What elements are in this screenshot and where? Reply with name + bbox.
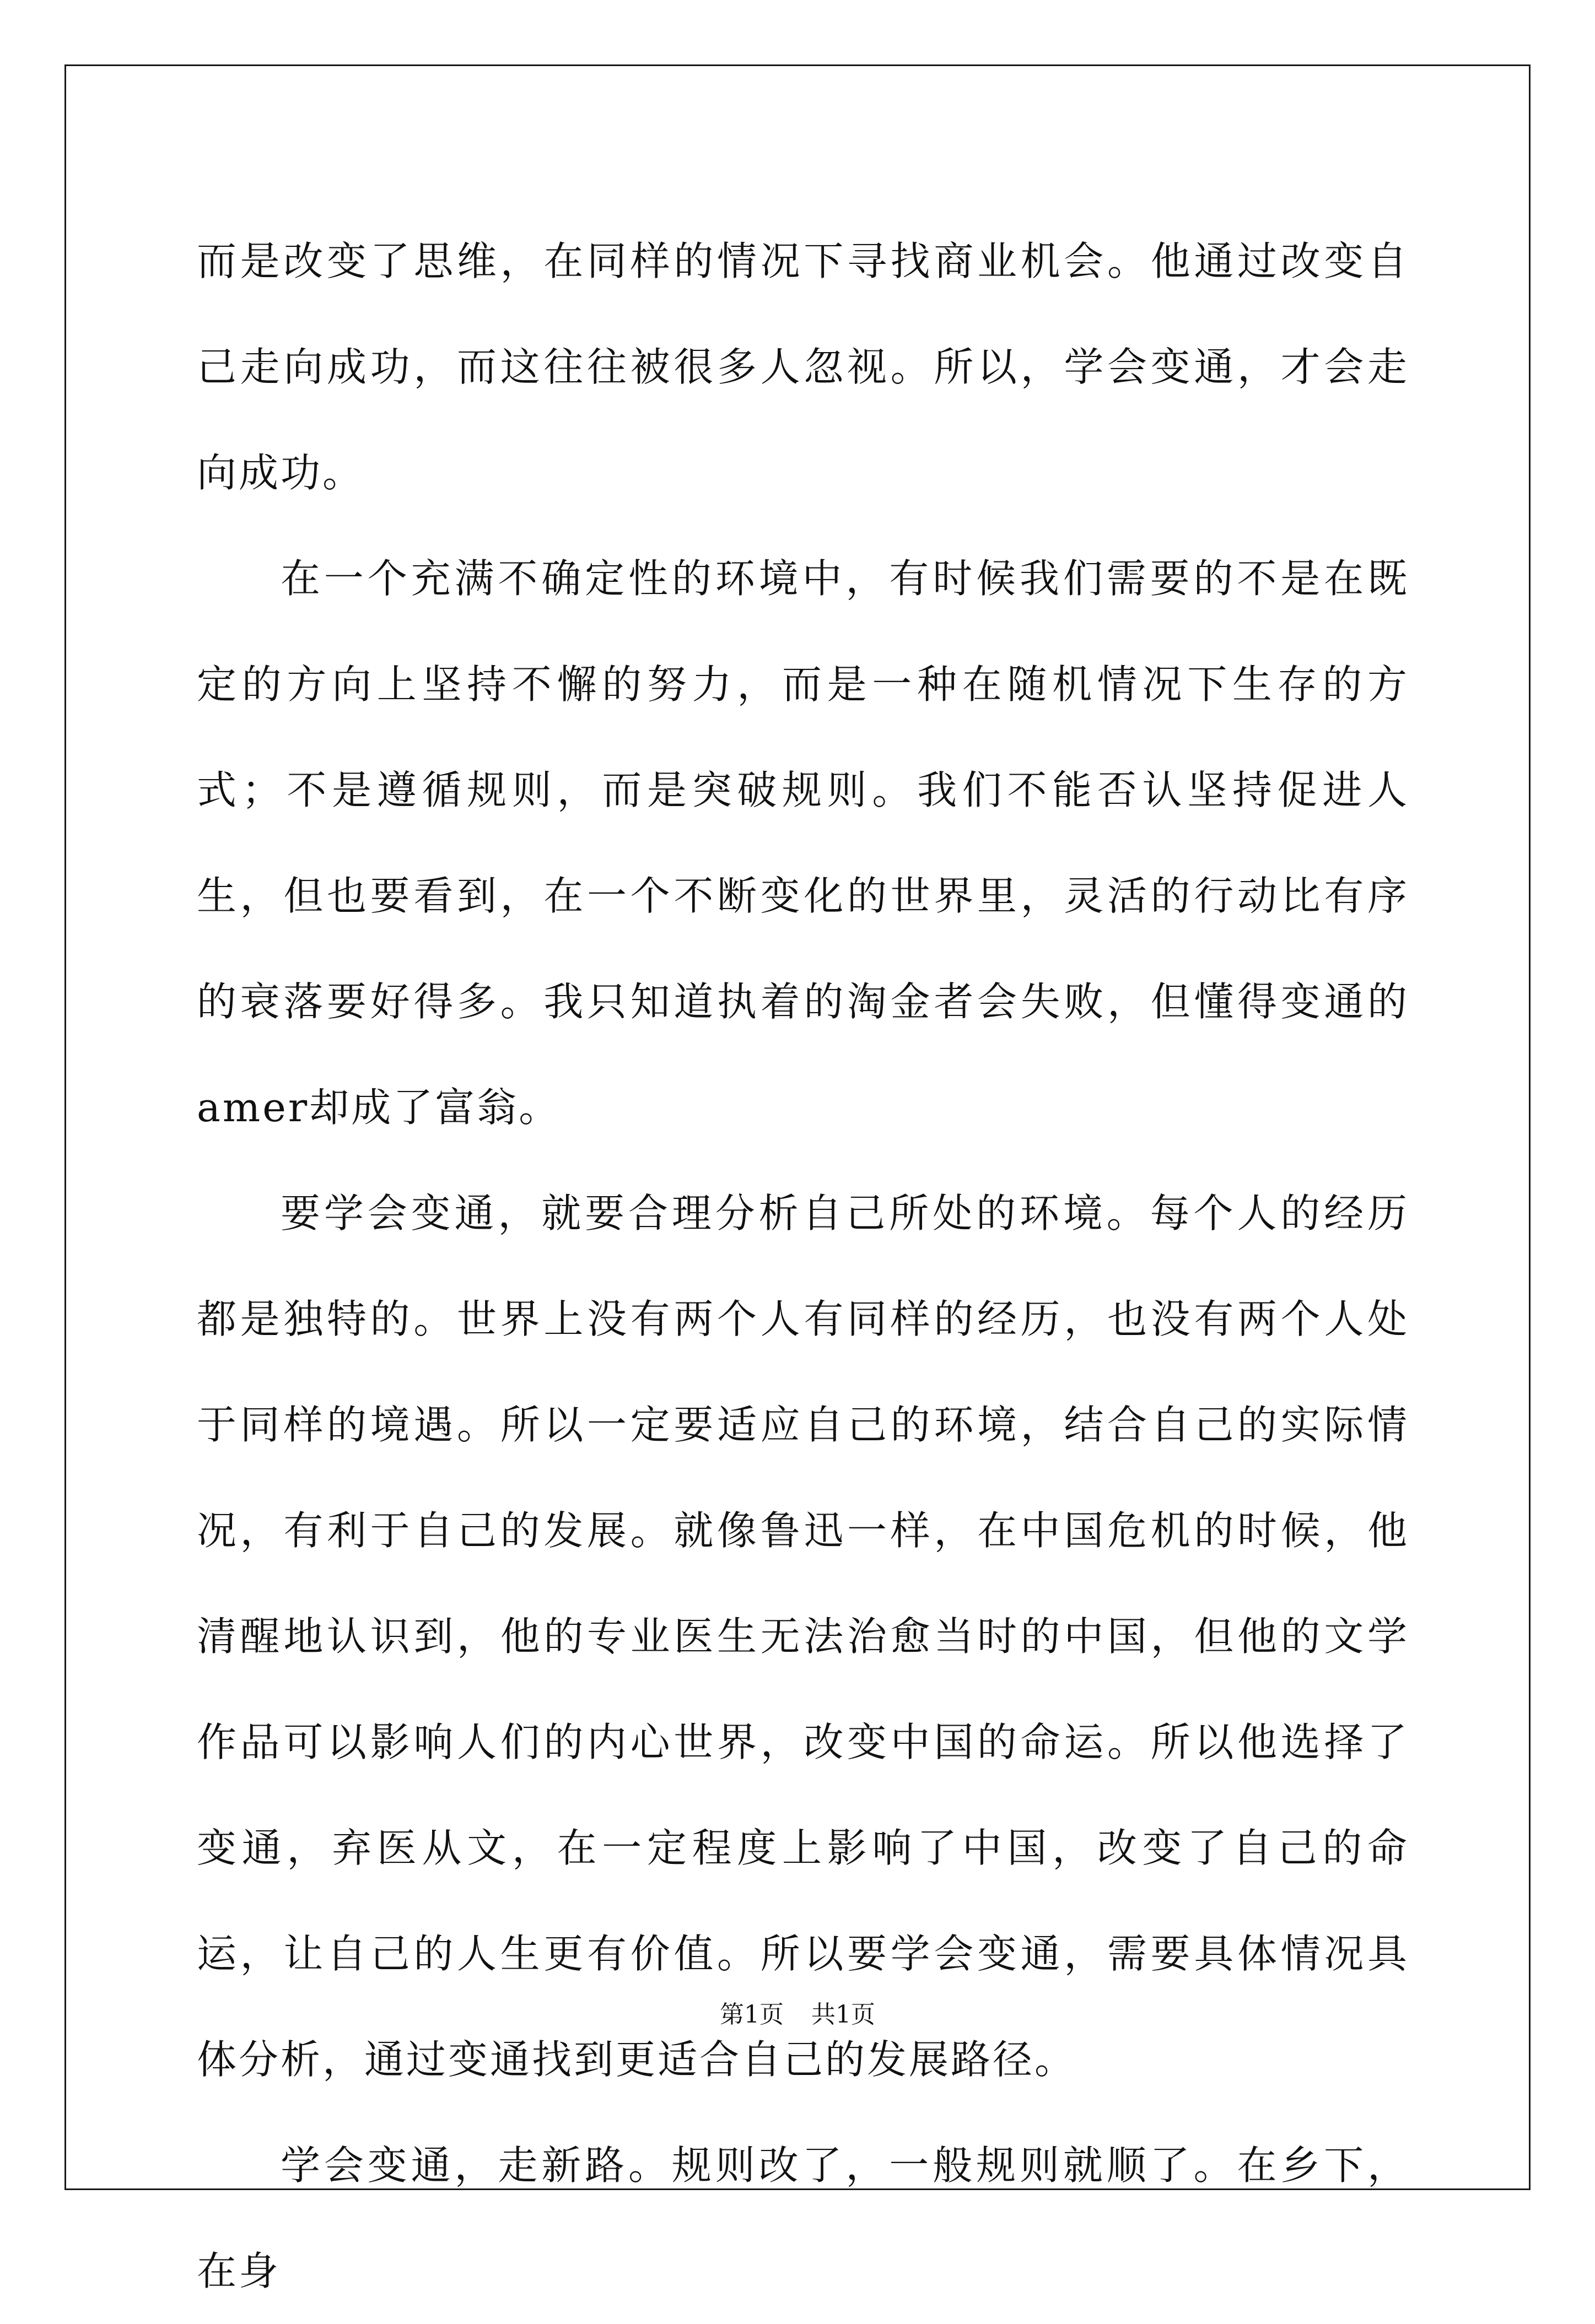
paragraph: 而是改变了思维，在同样的情况下寻找商业机会。他通过改变自己走向成功，而这往往被很多人忽视。所以，学会变通，才会走向成功。 xyxy=(197,238,1409,496)
paragraph: 在一个充满不确定性的环境中，有时候我们需要的不是在既定的方向上坚持不懈的努力，而是一种在随机情况下生存的方式；不是遵循规则，而是突破规则。我们不能否认坚持促进人生，但也要看到，在一个不断变化的世界里，灵活的行动比有序的衰落要好得多。我只知道执着的淘金者会失败，但懂得变通的amer却成了富翁。 xyxy=(197,555,1409,1131)
page-footer xyxy=(0,1995,1595,2030)
paragraph: 要学会变通，就要合理分析自己所处的环境。每个人的经历都是独特的。世界上没有两个人有同样的经历，也没有两个人处于同样的境遇。所以一定要适应自己的环境，结合自己的实际情况，有利于自己的发展。就像鲁迅一样，在中国危机的时候，他清醒地认识到，他的专业医生无法治愈当时的中国，但他的文学作品可以影响人们的内心世界，改变中国的命运。所以他选择了变通，弃医从文，在一定程度上影响了中国，改变了自己的命运，让自己的人生更有价值。所以要学会变通，需要具体情况具体分析，通过变通找到更适合自己的发展路径。 xyxy=(197,1190,1409,2083)
paragraph: 学会变通，走新路。规则改了，一般规则就顺了。在乡下，在身 xyxy=(197,2142,1409,2294)
page-total: 共1页 xyxy=(811,2001,875,2029)
page-number: 第1页 xyxy=(720,2001,784,2029)
